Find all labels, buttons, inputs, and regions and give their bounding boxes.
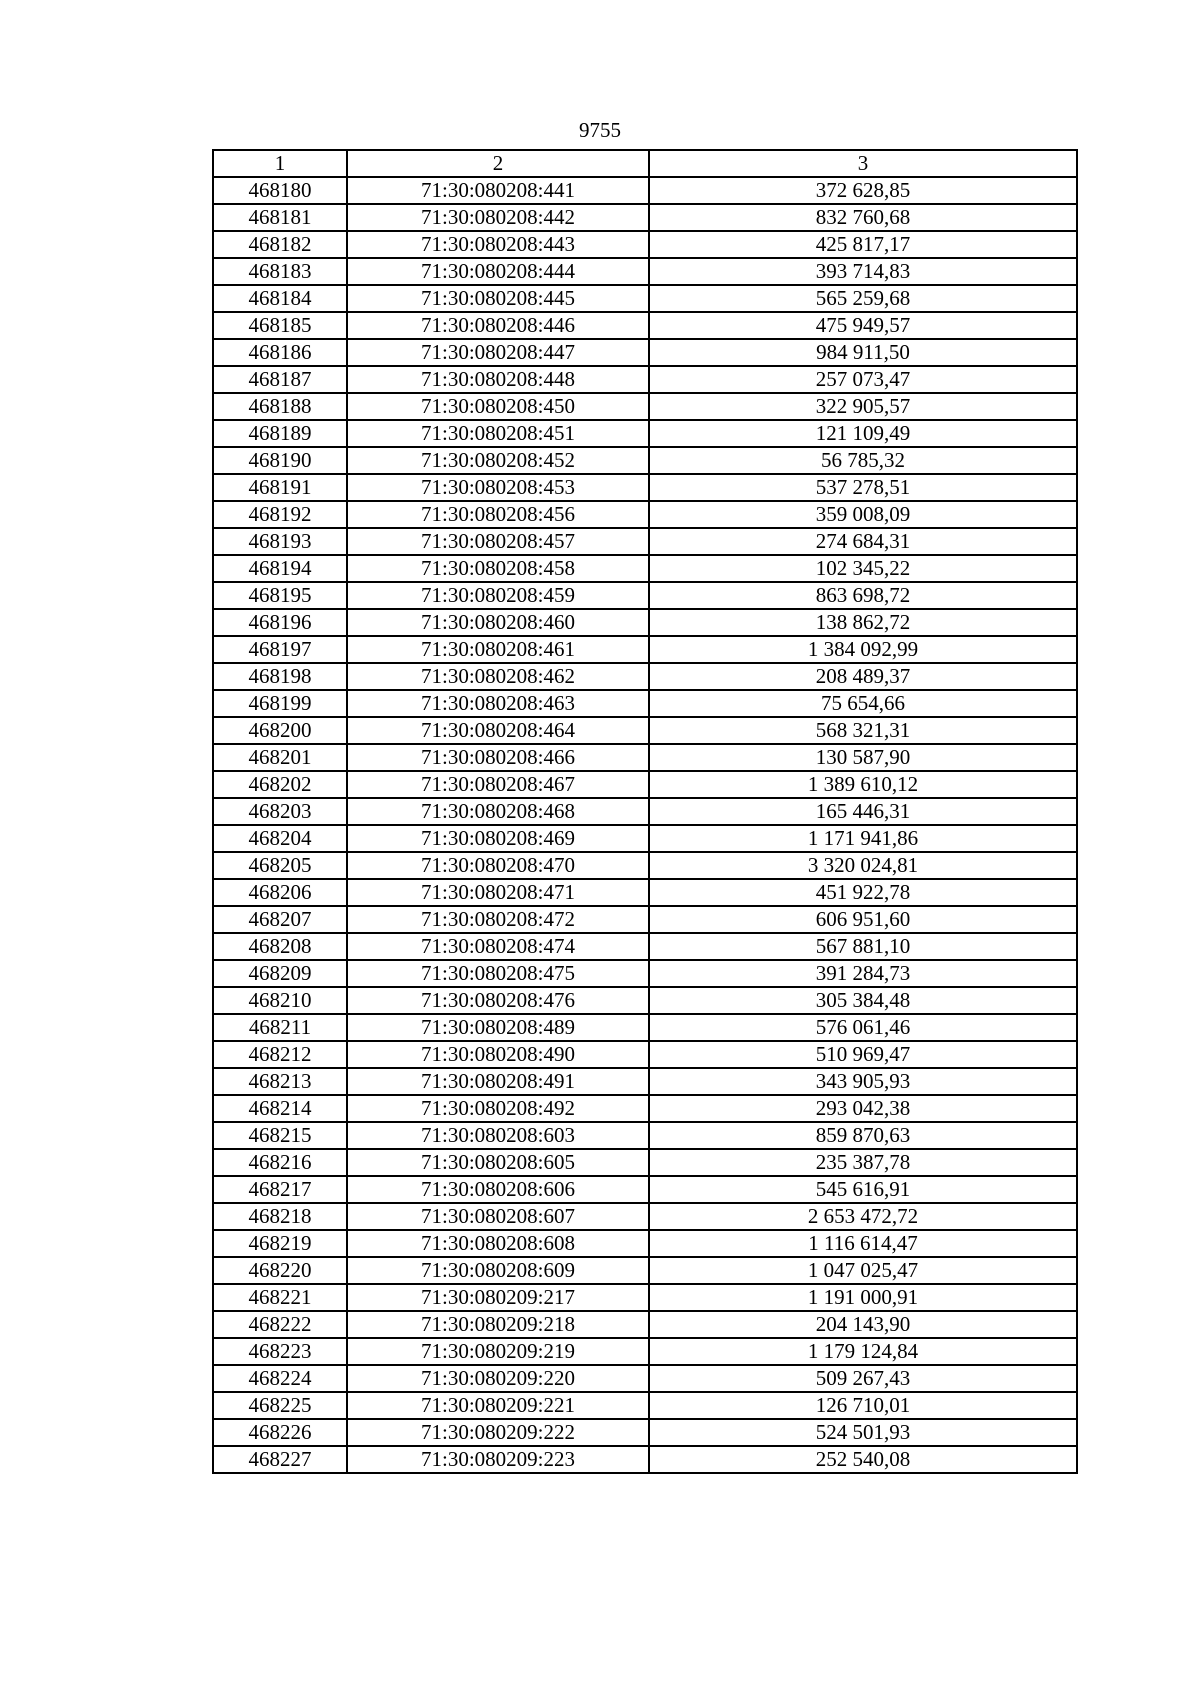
row-number-cell: 468195 bbox=[213, 582, 347, 609]
table-row bbox=[213, 474, 1077, 501]
table-row bbox=[213, 1365, 1077, 1392]
table-row bbox=[213, 717, 1077, 744]
row-number-cell: 468220 bbox=[213, 1257, 347, 1284]
value-cell: 126 710,01 bbox=[649, 1392, 1077, 1419]
table-row bbox=[213, 1230, 1077, 1257]
value-cell: 138 862,72 bbox=[649, 609, 1077, 636]
value-cell: 863 698,72 bbox=[649, 582, 1077, 609]
cadastral-number-cell: 71:30:080208:464 bbox=[347, 717, 649, 744]
table-row bbox=[213, 1419, 1077, 1446]
row-number-cell: 468223 bbox=[213, 1338, 347, 1365]
cadastral-number-cell: 71:30:080208:609 bbox=[347, 1257, 649, 1284]
cadastral-number-cell: 71:30:080208:475 bbox=[347, 960, 649, 987]
value-cell: 257 073,47 bbox=[649, 366, 1077, 393]
table-row bbox=[213, 825, 1077, 852]
value-cell: 102 345,22 bbox=[649, 555, 1077, 582]
row-number-cell: 468193 bbox=[213, 528, 347, 555]
cadastral-number-cell: 71:30:080209:217 bbox=[347, 1284, 649, 1311]
table-row bbox=[213, 1392, 1077, 1419]
table-row bbox=[213, 852, 1077, 879]
cadastral-number-cell: 71:30:080208:457 bbox=[347, 528, 649, 555]
row-number-cell: 468224 bbox=[213, 1365, 347, 1392]
cadastral-number-cell: 71:30:080208:469 bbox=[347, 825, 649, 852]
value-cell: 859 870,63 bbox=[649, 1122, 1077, 1149]
table-row bbox=[213, 663, 1077, 690]
cadastral-number-cell: 71:30:080208:452 bbox=[347, 447, 649, 474]
value-cell: 3 320 024,81 bbox=[649, 852, 1077, 879]
value-cell: 343 905,93 bbox=[649, 1068, 1077, 1095]
value-cell: 1 191 000,91 bbox=[649, 1284, 1077, 1311]
value-cell: 1 384 092,99 bbox=[649, 636, 1077, 663]
column-number-1: 1 bbox=[213, 150, 347, 177]
row-number-cell: 468198 bbox=[213, 663, 347, 690]
value-cell: 391 284,73 bbox=[649, 960, 1077, 987]
table-row bbox=[213, 555, 1077, 582]
row-number-cell: 468192 bbox=[213, 501, 347, 528]
value-cell: 451 922,78 bbox=[649, 879, 1077, 906]
row-number-cell: 468200 bbox=[213, 717, 347, 744]
row-number-cell: 468213 bbox=[213, 1068, 347, 1095]
cadastral-number-cell: 71:30:080208:467 bbox=[347, 771, 649, 798]
table-row bbox=[213, 1338, 1077, 1365]
value-cell: 606 951,60 bbox=[649, 906, 1077, 933]
table-row bbox=[213, 1149, 1077, 1176]
cadastral-number-cell: 71:30:080208:476 bbox=[347, 987, 649, 1014]
value-cell: 75 654,66 bbox=[649, 690, 1077, 717]
table-row bbox=[213, 1095, 1077, 1122]
table-row bbox=[213, 798, 1077, 825]
row-number-cell: 468225 bbox=[213, 1392, 347, 1419]
cadastral-number-cell: 71:30:080208:603 bbox=[347, 1122, 649, 1149]
table-row bbox=[213, 1446, 1077, 1473]
table-row bbox=[213, 285, 1077, 312]
value-cell: 475 949,57 bbox=[649, 312, 1077, 339]
cadastral-number-cell: 71:30:080208:607 bbox=[347, 1203, 649, 1230]
cadastral-number-cell: 71:30:080208:450 bbox=[347, 393, 649, 420]
cadastral-number-cell: 71:30:080208:460 bbox=[347, 609, 649, 636]
cadastral-number-cell: 71:30:080208:461 bbox=[347, 636, 649, 663]
cadastral-number-cell: 71:30:080208:463 bbox=[347, 690, 649, 717]
cadastral-number-cell: 71:30:080208:443 bbox=[347, 231, 649, 258]
row-number-cell: 468181 bbox=[213, 204, 347, 231]
value-cell: 565 259,68 bbox=[649, 285, 1077, 312]
table-row bbox=[213, 582, 1077, 609]
value-cell: 1 116 614,47 bbox=[649, 1230, 1077, 1257]
cadastral-number-cell: 71:30:080209:220 bbox=[347, 1365, 649, 1392]
row-number-cell: 468219 bbox=[213, 1230, 347, 1257]
cadastral-number-cell: 71:30:080208:444 bbox=[347, 258, 649, 285]
row-number-cell: 468194 bbox=[213, 555, 347, 582]
cadastral-number-cell: 71:30:080209:218 bbox=[347, 1311, 649, 1338]
value-cell: 293 042,38 bbox=[649, 1095, 1077, 1122]
table-row bbox=[213, 690, 1077, 717]
table-row bbox=[213, 204, 1077, 231]
cadastral-number-cell: 71:30:080208:447 bbox=[347, 339, 649, 366]
table-row bbox=[213, 744, 1077, 771]
value-cell: 524 501,93 bbox=[649, 1419, 1077, 1446]
row-number-cell: 468212 bbox=[213, 1041, 347, 1068]
cadastral-number-cell: 71:30:080208:451 bbox=[347, 420, 649, 447]
table-row bbox=[213, 906, 1077, 933]
table-row bbox=[213, 1176, 1077, 1203]
value-cell: 393 714,83 bbox=[649, 258, 1077, 285]
value-cell: 372 628,85 bbox=[649, 177, 1077, 204]
column-number-2: 2 bbox=[347, 150, 649, 177]
cadastral-number-cell: 71:30:080208:445 bbox=[347, 285, 649, 312]
table-row bbox=[213, 393, 1077, 420]
value-cell: 208 489,37 bbox=[649, 663, 1077, 690]
row-number-cell: 468185 bbox=[213, 312, 347, 339]
row-number-cell: 468188 bbox=[213, 393, 347, 420]
cadastral-number-cell: 71:30:080208:490 bbox=[347, 1041, 649, 1068]
cadastral-number-cell: 71:30:080208:491 bbox=[347, 1068, 649, 1095]
value-cell: 1 389 610,12 bbox=[649, 771, 1077, 798]
row-number-cell: 468207 bbox=[213, 906, 347, 933]
table-row bbox=[213, 420, 1077, 447]
cadastral-number-cell: 71:30:080208:459 bbox=[347, 582, 649, 609]
table-row bbox=[213, 636, 1077, 663]
cadastral-number-cell: 71:30:080208:470 bbox=[347, 852, 649, 879]
table-row bbox=[213, 366, 1077, 393]
value-cell: 56 785,32 bbox=[649, 447, 1077, 474]
row-number-cell: 468189 bbox=[213, 420, 347, 447]
row-number-cell: 468205 bbox=[213, 852, 347, 879]
value-cell: 235 387,78 bbox=[649, 1149, 1077, 1176]
value-cell: 568 321,31 bbox=[649, 717, 1077, 744]
value-cell: 425 817,17 bbox=[649, 231, 1077, 258]
row-number-cell: 468182 bbox=[213, 231, 347, 258]
cadastral-number-cell: 71:30:080208:448 bbox=[347, 366, 649, 393]
value-cell: 359 008,09 bbox=[649, 501, 1077, 528]
table-row bbox=[213, 609, 1077, 636]
row-number-cell: 468190 bbox=[213, 447, 347, 474]
table-row bbox=[213, 1041, 1077, 1068]
value-cell: 322 905,57 bbox=[649, 393, 1077, 420]
cadastral-number-cell: 71:30:080208:471 bbox=[347, 879, 649, 906]
cadastral-number-cell: 71:30:080209:223 bbox=[347, 1446, 649, 1473]
table-row bbox=[213, 501, 1077, 528]
row-number-cell: 468180 bbox=[213, 177, 347, 204]
row-number-cell: 468208 bbox=[213, 933, 347, 960]
table-row bbox=[213, 933, 1077, 960]
cadastral-number-cell: 71:30:080208:466 bbox=[347, 744, 649, 771]
row-number-cell: 468186 bbox=[213, 339, 347, 366]
row-number-cell: 468196 bbox=[213, 609, 347, 636]
table-row bbox=[213, 960, 1077, 987]
value-cell: 545 616,91 bbox=[649, 1176, 1077, 1203]
value-cell: 252 540,08 bbox=[649, 1446, 1077, 1473]
row-number-cell: 468183 bbox=[213, 258, 347, 285]
row-number-cell: 468202 bbox=[213, 771, 347, 798]
table-row bbox=[213, 879, 1077, 906]
table-row bbox=[213, 312, 1077, 339]
value-cell: 567 881,10 bbox=[649, 933, 1077, 960]
cadastral-number-cell: 71:30:080208:605 bbox=[347, 1149, 649, 1176]
row-number-cell: 468197 bbox=[213, 636, 347, 663]
value-cell: 165 446,31 bbox=[649, 798, 1077, 825]
table-header-row bbox=[213, 150, 1077, 177]
table-row bbox=[213, 1014, 1077, 1041]
cadastral-number-cell: 71:30:080209:222 bbox=[347, 1419, 649, 1446]
cadastral-number-cell: 71:30:080209:221 bbox=[347, 1392, 649, 1419]
column-number-3: 3 bbox=[649, 150, 1077, 177]
row-number-cell: 468199 bbox=[213, 690, 347, 717]
row-number-cell: 468204 bbox=[213, 825, 347, 852]
row-number-cell: 468209 bbox=[213, 960, 347, 987]
table-row bbox=[213, 177, 1077, 204]
row-number-cell: 468203 bbox=[213, 798, 347, 825]
value-cell: 1 171 941,86 bbox=[649, 825, 1077, 852]
value-cell: 2 653 472,72 bbox=[649, 1203, 1077, 1230]
cadastral-number-cell: 71:30:080209:219 bbox=[347, 1338, 649, 1365]
value-cell: 510 969,47 bbox=[649, 1041, 1077, 1068]
value-cell: 305 384,48 bbox=[649, 987, 1077, 1014]
row-number-cell: 468222 bbox=[213, 1311, 347, 1338]
cadastral-number-cell: 71:30:080208:606 bbox=[347, 1176, 649, 1203]
table-row bbox=[213, 1284, 1077, 1311]
cadastral-number-cell: 71:30:080208:489 bbox=[347, 1014, 649, 1041]
cadastral-number-cell: 71:30:080208:608 bbox=[347, 1230, 649, 1257]
table-row bbox=[213, 258, 1077, 285]
table-row bbox=[213, 1122, 1077, 1149]
table-row bbox=[213, 339, 1077, 366]
row-number-cell: 468206 bbox=[213, 879, 347, 906]
cadastral-number-cell: 71:30:080208:456 bbox=[347, 501, 649, 528]
value-cell: 576 061,46 bbox=[649, 1014, 1077, 1041]
cadastral-number-cell: 71:30:080208:442 bbox=[347, 204, 649, 231]
row-number-cell: 468211 bbox=[213, 1014, 347, 1041]
row-number-cell: 468221 bbox=[213, 1284, 347, 1311]
table-row bbox=[213, 231, 1077, 258]
table-row bbox=[213, 1311, 1077, 1338]
value-cell: 274 684,31 bbox=[649, 528, 1077, 555]
row-number-cell: 468217 bbox=[213, 1176, 347, 1203]
cadastral-number-cell: 71:30:080208:462 bbox=[347, 663, 649, 690]
value-cell: 537 278,51 bbox=[649, 474, 1077, 501]
value-cell: 832 760,68 bbox=[649, 204, 1077, 231]
value-cell: 204 143,90 bbox=[649, 1311, 1077, 1338]
row-number-cell: 468184 bbox=[213, 285, 347, 312]
cadastral-number-cell: 71:30:080208:472 bbox=[347, 906, 649, 933]
cadastral-number-cell: 71:30:080208:446 bbox=[347, 312, 649, 339]
cadastral-number-cell: 71:30:080208:458 bbox=[347, 555, 649, 582]
value-cell: 509 267,43 bbox=[649, 1365, 1077, 1392]
table-body bbox=[213, 150, 1077, 1473]
table-row bbox=[213, 447, 1077, 474]
row-number-cell: 468215 bbox=[213, 1122, 347, 1149]
page-number: 9755 bbox=[579, 118, 621, 142]
cadastral-number-cell: 71:30:080208:492 bbox=[347, 1095, 649, 1122]
row-number-cell: 468227 bbox=[213, 1446, 347, 1473]
cadastral-number-cell: 71:30:080208:468 bbox=[347, 798, 649, 825]
table-row bbox=[213, 771, 1077, 798]
table-row bbox=[213, 528, 1077, 555]
cadastral-number-cell: 71:30:080208:474 bbox=[347, 933, 649, 960]
row-number-cell: 468218 bbox=[213, 1203, 347, 1230]
table-row bbox=[213, 987, 1077, 1014]
row-number-cell: 468216 bbox=[213, 1149, 347, 1176]
table-row bbox=[213, 1203, 1077, 1230]
row-number-cell: 468191 bbox=[213, 474, 347, 501]
row-number-cell: 468201 bbox=[213, 744, 347, 771]
row-number-cell: 468187 bbox=[213, 366, 347, 393]
row-number-cell: 468214 bbox=[213, 1095, 347, 1122]
row-number-cell: 468210 bbox=[213, 987, 347, 1014]
cadastral-number-cell: 71:30:080208:453 bbox=[347, 474, 649, 501]
cadastral-number-cell: 71:30:080208:441 bbox=[347, 177, 649, 204]
registry-table bbox=[212, 149, 1078, 1474]
row-number-cell: 468226 bbox=[213, 1419, 347, 1446]
table-row bbox=[213, 1068, 1077, 1095]
value-cell: 130 587,90 bbox=[649, 744, 1077, 771]
value-cell: 984 911,50 bbox=[649, 339, 1077, 366]
value-cell: 1 179 124,84 bbox=[649, 1338, 1077, 1365]
table-row bbox=[213, 1257, 1077, 1284]
value-cell: 1 047 025,47 bbox=[649, 1257, 1077, 1284]
value-cell: 121 109,49 bbox=[649, 420, 1077, 447]
